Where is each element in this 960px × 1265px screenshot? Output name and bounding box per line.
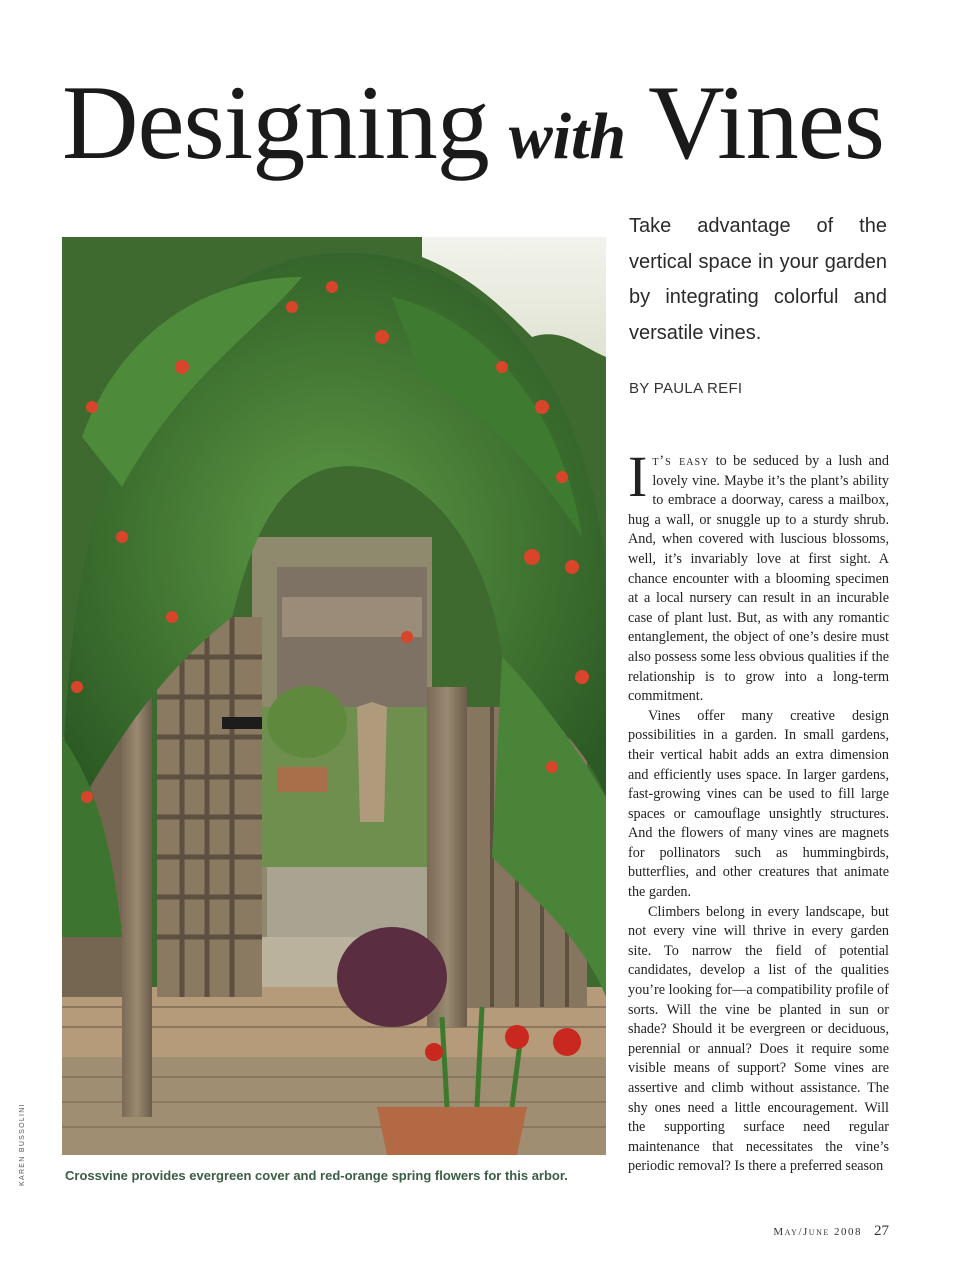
title-designing: Designing (61, 64, 489, 181)
page-footer (773, 1222, 889, 1240)
article-title (0, 62, 946, 184)
paragraph-2: Vines offer many creative design possibilities in a garden. In small gardens, their vertical habit adds an extra dimension and efficiently uses space. In larger gardens, fast-growing vines can be used to fill large spaces or camouflage unsightly structures. And the flowers of many vines are magnets for pollinators such as hummingbirds, butterflies, and other creatures that animate the garden. (628, 707, 889, 901)
title-with: with (508, 100, 627, 173)
page-number: 27 (874, 1223, 889, 1239)
title-vines: Vines (648, 64, 885, 181)
lead-in: t’s easy (652, 453, 710, 469)
paragraph-1 (628, 444, 889, 707)
byline: BY PAULA REFI (629, 380, 743, 397)
arbor-photo (62, 237, 606, 1155)
issue-date: May/June 2008 (773, 1226, 862, 1238)
article-body (628, 444, 889, 1177)
photo-caption: Crossvine provides evergreen cover and red-orange spring flowers for this arbor. (65, 1168, 568, 1183)
photo-credit: KAREN BUSSOLINI (19, 1103, 26, 1186)
drop-cap: I (628, 444, 648, 509)
paragraph-3: Climbers belong in every landscape, but not every vine will thrive in every garden site. To narrow the field of potential candidates, develop a list of the qualities you’re looking for—a compatibility profile of sorts. Will the vine be planted in sun or shade? Should it be evergreen or deciduous, perennial or annual? Does it require some visible means of support? Some vines are assertive and climb without assistance. The shy ones need a little encouragement. Will the supporting surface need regular maintenance that necessitates the vine’s periodic removal? Is there a preferred season (628, 903, 889, 1175)
paragraph-1-text: to be seduced by a lush and lovely vine. Maybe it’s the plant’s ability to embrace a doorway, caress a mailbox, hug a wall, or snuggle up to a sturdy shrub. And, when covered with luscious blossoms, well, it’s invariably love at first sight. A chance encounter with a blooming specimen at a local nursery can result in an incurable case of plant lust. But, as with any romantic entanglement, the object of one’s desire must also possess some less obvious qualities if the relationship is to grow into a long-term commitment. (628, 453, 889, 705)
article-deck: Take advantage of the vertical space in your garden by integrating colorful and versatile vines. (629, 215, 887, 344)
